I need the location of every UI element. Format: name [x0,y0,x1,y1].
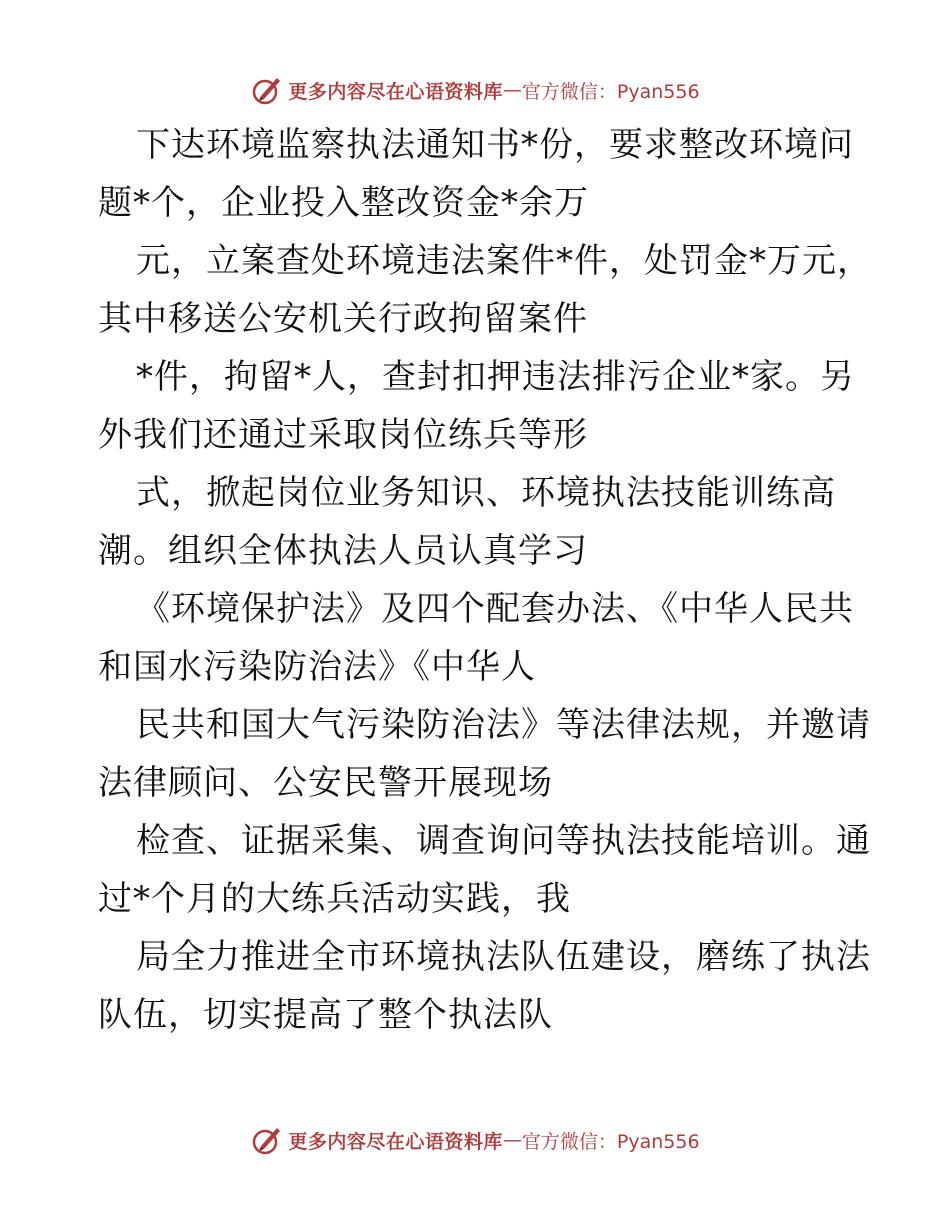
document-body [98,116,872,1044]
body-line: *件，拘留*人，查封扣押违法排污企业*家。另 [136,357,855,397]
footer-dash: — [502,1129,522,1151]
body-line: 外我们还通过采取岗位练兵等形 [98,415,588,455]
pen-logo-icon [250,73,284,107]
body-line: 题*个，企业投入整改资金*余万 [98,183,589,223]
body-line: 式，掀起岗位业务知识、环境执法技能训练高 [136,473,836,513]
footer-site-text: 更多内容尽在心语资料库 [288,1130,503,1153]
body-line: 法律顾问、公安民警开展现场 [98,763,553,803]
body-line: 检查、证据采集、调查询问等执法技能培训。通 [136,821,871,861]
header-wechat-text: 官方微信：Pyan556 [521,80,700,103]
pen-logo-icon [250,1123,284,1157]
body-line: 元，立案查处环境违法案件*件，处罚金*万元， [136,241,872,281]
body-line: 和国水污染防治法》《中华人 [98,647,536,687]
body-line: 下达环境监察执法通知书*份，要求整改环境问 [136,125,854,165]
header-dash: — [502,79,522,101]
body-line: 《环境保护法》及四个配套办法、《中华人民共 [136,589,854,629]
body-line: 潮。组织全体执法人员认真学习 [98,531,588,571]
body-line: 局全力推进全市环境执法队伍建设，磨练了执法 [136,937,871,977]
footer-wechat-text: 官方微信：Pyan556 [521,1130,700,1153]
body-line: 过*个月的大练兵活动实践，我 [98,879,571,919]
body-line: 民共和国大气污染防治法》等法律法规，并邀请 [136,705,871,745]
body-line: 队伍，切实提高了整个执法队 [98,995,553,1035]
header-site-text: 更多内容尽在心语资料库 [288,80,503,103]
body-line: 其中移送公安机关行政拘留案件 [98,299,588,339]
footer-banner [0,1120,950,1160]
header-banner [0,70,950,110]
